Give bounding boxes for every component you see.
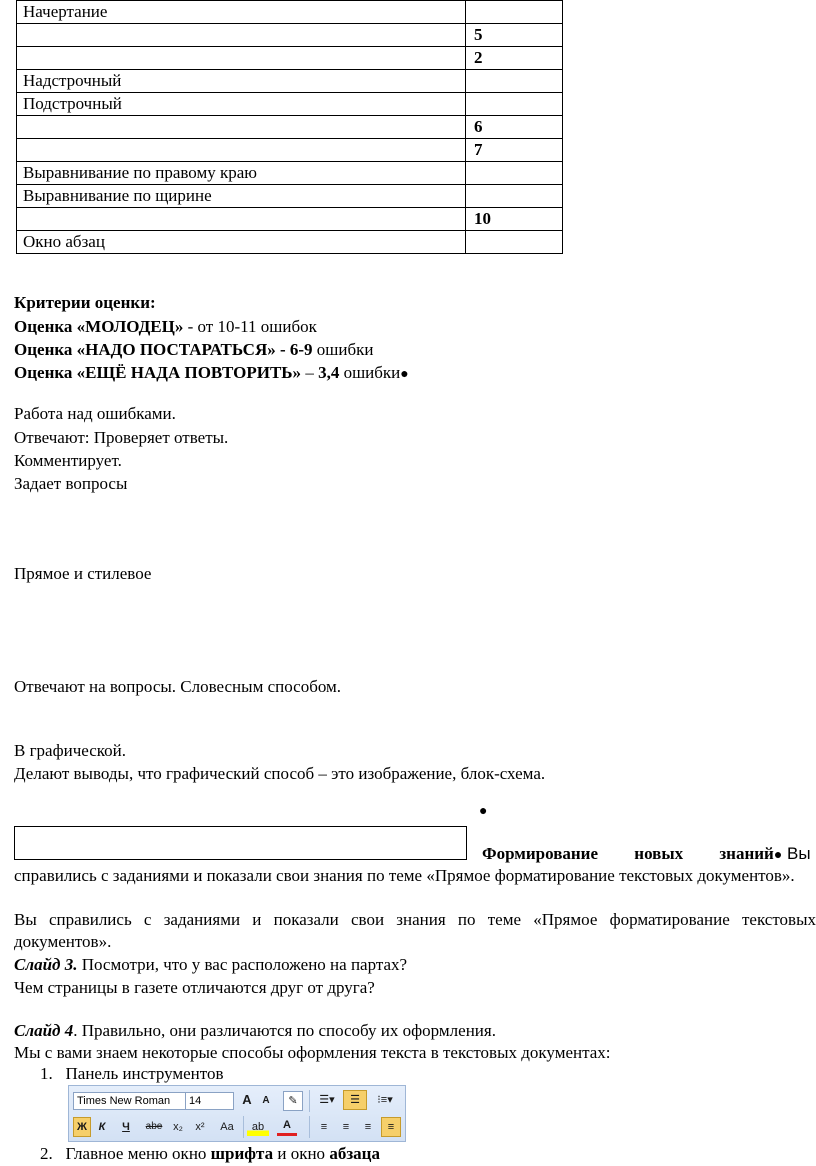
table-row — [17, 231, 563, 254]
bold-icon: Ж — [73, 1117, 91, 1137]
bullets-icon: ☰▾ — [319, 1094, 335, 1106]
table-cell-number — [466, 70, 563, 93]
criteria-2-rest: ошибки — [312, 340, 374, 359]
list-text-b: шрифта — [210, 1144, 274, 1163]
table-cell-number — [466, 185, 563, 208]
note-2: Отвечают: Проверяет ответы. — [14, 428, 229, 447]
table-cell-label: Подстрочный — [17, 93, 466, 116]
table-row — [17, 24, 563, 47]
table-cell-label: Начертание — [17, 1, 466, 24]
table-row — [17, 1, 563, 24]
bullet-mark: ● — [479, 804, 488, 819]
superscript-icon: x² — [195, 1121, 205, 1133]
list-number: 2. — [40, 1144, 53, 1163]
font-name-box: Times New Roman — [73, 1092, 186, 1110]
align-center-icon: ≡ — [342, 1121, 350, 1133]
list-text: Панель инструментов — [65, 1064, 224, 1083]
table-cell-label: Выравнивание по правому краю — [17, 162, 466, 185]
table-row — [17, 70, 563, 93]
criteria-3-rest: ошибки — [339, 363, 401, 382]
table-row — [17, 139, 563, 162]
align-justify-icon: ≡ — [381, 1117, 401, 1137]
note-7: В графической. — [14, 741, 127, 760]
paragraph-2: Вы справились с заданиями и показали свои знания по теме «Прямое форматирование текстовых документов». — [14, 910, 816, 951]
table-cell-number: 2 — [466, 47, 563, 70]
criteria-3-mid: – — [301, 363, 319, 382]
change-case-icon: Aa — [220, 1121, 234, 1133]
table-cell-number — [466, 162, 563, 185]
slide-3-question: Чем страницы в газете отличаются друг от друга? — [14, 978, 375, 997]
table-row — [17, 185, 563, 208]
table-cell-number — [466, 93, 563, 116]
table-row — [17, 162, 563, 185]
table-cell-number: 10 — [466, 208, 563, 231]
toolbar-separator — [309, 1116, 310, 1138]
table-cell-number: 7 — [466, 139, 563, 162]
criteria-line-2 — [14, 339, 374, 361]
grow-font-icon: A — [242, 1092, 252, 1107]
table-cell-number — [466, 1, 563, 24]
criteria-line-1 — [14, 316, 317, 338]
note-1: Работа над ошибками. — [14, 404, 176, 423]
criteria-1-bold: Оценка «МОЛОДЕЦ» — [14, 317, 184, 336]
bullet-mark: ● — [773, 848, 783, 863]
list-item-2 — [40, 1143, 380, 1165]
section-heading: Формирование новых знаний — [482, 844, 774, 863]
criteria-line-3 — [14, 362, 409, 386]
slide-3-text: Посмотри, что у вас расположено на партах? — [77, 955, 408, 974]
table-cell-number: 5 — [466, 24, 563, 47]
criteria-heading: Критерии оценки: — [14, 293, 156, 312]
note-6: Отвечают на вопросы. Словесным способом. — [14, 677, 342, 696]
italic-icon: К — [98, 1121, 106, 1133]
list-number: 1. — [40, 1064, 53, 1083]
multilevel-list-icon: ⁝≡▾ — [377, 1094, 393, 1106]
slide-4-text: . Правильно, они различаются по способу их оформления. — [73, 1021, 496, 1040]
table-cell-label — [17, 47, 466, 70]
criteria-3-bold: Оценка «ЕЩЁ НАДА ПОВТОРИТЬ» — [14, 363, 302, 382]
toolbar-separator — [309, 1090, 310, 1112]
slide-3-label: Слайд 3. — [14, 955, 78, 974]
slide-4-paragraph: Мы с вами знаем некоторые способы оформления текста в текстовых документах: — [14, 1043, 611, 1062]
section-heading-line — [482, 843, 816, 867]
formatting-toolbar-image — [68, 1085, 406, 1142]
align-left-icon: ≡ — [320, 1121, 328, 1133]
clear-format-icon: ✎ — [283, 1091, 303, 1111]
paragraph-1: справились с заданиями и показали свои знания по теме «Прямое форматирование текстовых документов». — [14, 866, 795, 885]
font-color-icon: A — [277, 1118, 297, 1136]
table-row — [17, 47, 563, 70]
paragraph-start: Вы — [782, 844, 811, 863]
criteria-3-bold2: 3,4 — [318, 363, 340, 382]
note-5: Прямое и стилевое — [14, 564, 152, 583]
table-cell-number — [466, 231, 563, 254]
slide-4-line — [14, 1020, 496, 1042]
table-cell-number: 6 — [466, 116, 563, 139]
empty-text-frame — [14, 826, 467, 860]
numbering-icon: ☰ — [343, 1090, 367, 1110]
table-cell-label — [17, 24, 466, 47]
list-text-a: Главное меню окно — [65, 1144, 211, 1163]
slide-3-line — [14, 954, 407, 976]
shrink-font-icon: A — [262, 1095, 270, 1106]
table-cell-label — [17, 139, 466, 162]
table-row — [17, 208, 563, 231]
toolbar-separator — [243, 1116, 244, 1138]
table-cell-label — [17, 116, 466, 139]
slide-4-label: Слайд 4 — [14, 1021, 74, 1040]
list-item-1 — [40, 1063, 224, 1085]
table-cell-label: Окно абзац — [17, 231, 466, 254]
answer-table — [16, 0, 563, 254]
table-cell-label: Надстрочный — [17, 70, 466, 93]
font-size-box: 14 — [185, 1092, 234, 1110]
criteria-2-bold: Оценка «НАДО ПОСТАРАТЬСЯ» - 6-9 — [14, 340, 313, 359]
subscript-icon: x₂ — [173, 1121, 183, 1133]
note-4: Задает вопросы — [14, 474, 128, 493]
table-row — [17, 93, 563, 116]
note-8: Делают выводы, что графический способ – это изображение, блок-схема. — [14, 764, 546, 783]
align-right-icon: ≡ — [364, 1121, 372, 1133]
list-text-d: абзаца — [329, 1144, 380, 1163]
table-row — [17, 116, 563, 139]
note-3: Комментирует. — [14, 451, 122, 470]
strikethrough-icon: abe — [145, 1121, 163, 1132]
list-text-c: и окно — [273, 1144, 330, 1163]
highlight-icon: ab — [247, 1118, 269, 1136]
table-cell-label: Выравнивание по щирине — [17, 185, 466, 208]
table-cell-label — [17, 208, 466, 231]
underline-icon: Ч — [122, 1121, 130, 1133]
criteria-1-rest: - от 10-11 ошибок — [183, 317, 317, 336]
bullet-mark: ● — [400, 367, 409, 382]
